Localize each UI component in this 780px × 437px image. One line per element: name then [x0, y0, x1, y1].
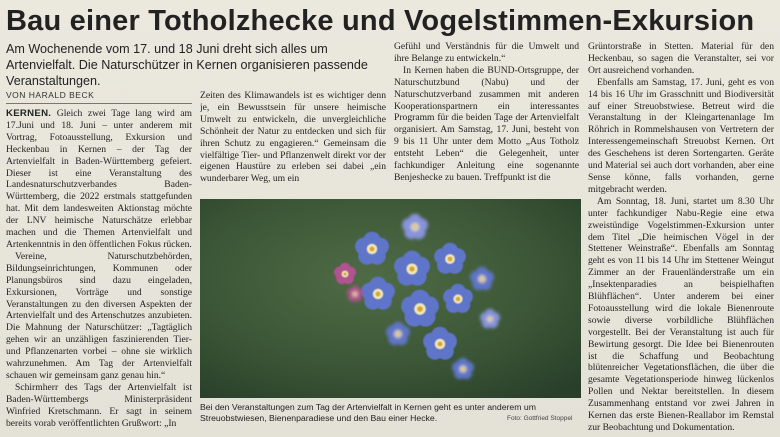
- paragraph: In Kernen haben die BUND-Ortsgruppe, der Naturschutzbund (Nabu) und der Naturschutzverband zusammen mit anderen Kooperationspartnern ein interessantes Programm für die beiden Tage der Artenvielfalt organisiert. Am Samstag, 17. Juni, besteht von 9 bis 11 Uhr unter dem Motto „Aus Totholz entsteht Leben“ die Gelegenheit, unter fachkundiger Anleitung eine sogenannte Benjeshecke zu bauen. Treffpunkt ist die: [394, 64, 579, 183]
- flower-center: [376, 292, 381, 297]
- text-column-4: [588, 41, 774, 434]
- flower-center: [413, 225, 417, 229]
- flower-center: [343, 272, 346, 275]
- flower-center: [448, 257, 453, 262]
- article-byline: VON HARALD BECK: [6, 90, 95, 100]
- flower-center: [461, 367, 464, 370]
- paragraph: Ebenfalls am Samstag, 17. Juni, geht es von 14 bis 16 Uhr im Grasschnitt und Biodiversität auf einer Streuobstwiese. Betreut wird die Veranstaltung in der Kleingartenanlage Im Röhrich in Rommelshausen von Vertretern der Interessengemeinschaft Streuobst Kernen. Ort des Geschehens ist deren Sortengarten. Geräte und Material sei auch dort vorhanden, aber eine Sense könne, falls vorhanden, gerne mitgebracht werden.: [588, 76, 774, 195]
- paragraph: Gefühl und Verständnis für die Umwelt und ihre Belange zu entwickeln.“: [394, 41, 579, 64]
- paragraph-text: Gleich zwei Tage lang wird am 17.Juni und 18. Juni – unter anderem mit Vortrag, Fotoausstellung, Exkursion und Heckenbau in Kernen – der Tag der Artenvielfalt in Baden-Württemberg gefeiert. Dieser ist eine Veranstaltung des Landesnaturschutzverbandes Baden-Württemberg, die 2022 erstmals stattgefunden hat. Mit dem landesweiten Aktionstag möchte der LNV heimische Naturschätze erlebbar machen und die Themen Artenvielfalt und Artenkenntnis in den öffentlichen Fokus rücken.: [6, 108, 192, 250]
- paragraph: Vereine, Naturschutzbehörden, Bildungseinrichtungen, Kommunen oder Planungsbüros sind dazu eingeladen, Exkursionen, Vorträge und sonstige Veranstaltungen zu den diversen Aspekten der Artenvielfalt und des Artenschutzes anzubieten. Die Mahnung der Naturschützer: „Tagtäglich gehen wir an unzähligen faszinierenden Tier- und Pflanzenarten vorbei – ohne sie wirklich wahrzunehmen. Am Tag der Artenvielfalt schauen wir gemeinsam ganz genau hin.“: [6, 250, 192, 381]
- paragraph: [6, 108, 192, 251]
- photo-credit: Foto: Gottfried Stoppel: [507, 415, 573, 422]
- flower-center: [438, 342, 443, 347]
- paragraph: Am Sonntag, 18. Juni, startet um 8.30 Uhr unter fachkundiger Nabu-Regie eine etwa zweistündige Vogelstimmen-Exkursion unter dem Titel „Die heimischen Vögel in der Stettener Weinstraße“. Ebenfalls am Sonntag geht es von 11 bis 14 Uhr im Stettener Weingut Zimmer an der Frauenländerstraße um ein „Insektenparadies an beispielhaften Blühflächen“. Unter anderem bei einer Fotoausstellung wird die lokale Bienenroute sowie diverse vorbildliche Blühflächen vorgestellt. Bei der Veranstaltung ist auch für Bewirtung gesorgt. Die Idee bei Bienenrouten ist die Schaffung und Beobachtung blütenreicher Vegetationsflächen, die über die gesamte Vegetationsperiode hinweg lückenlos Pollen und Nektar bereitstellen. In diesem Zusammenhang entstand vor zwei Jahren in Kernen das erste Bienen-Reallabor im Remstal zur Beobachtung und Dokumentation.: [588, 195, 774, 433]
- byline-divider: [6, 103, 192, 104]
- text-column-1: [6, 108, 192, 434]
- flower-center: [409, 266, 414, 271]
- flower-illustration: [200, 199, 581, 398]
- dateline: KERNEN.: [6, 108, 52, 119]
- text-column-2: [200, 90, 386, 194]
- flower-center: [489, 318, 492, 321]
- text-column-3: [394, 41, 579, 194]
- flower-center: [354, 293, 356, 295]
- paragraph: Zeiten des Klimawandels ist es wichtiger denn je, ein Bewusstsein für unsere heimische Umwelt zu entwickeln, die unvergleichliche Schönheit der Natur zu entdecken und sich für ihren Schutz zu engagieren.“ Gemeinsam die vielfältige Tier- und Pflanzenwelt direkt vor der eigenen Haustüre zu erleben sei dabei „ein wunderbarer Weg, um ein: [200, 90, 386, 185]
- forget-me-not-photo: [200, 199, 581, 398]
- flower-center: [480, 277, 484, 281]
- flower-center: [417, 306, 423, 312]
- flower-center: [396, 332, 400, 336]
- flower-center: [370, 247, 375, 252]
- article-headline: Bau einer Totholzhecke und Vogelstimmen-Exkursion: [6, 5, 755, 37]
- paragraph: Schirmherr des Tags der Artenvielfalt ist Baden-Württembergs Ministerpräsident Winfried Kretschmann. Er sagt in seinem bereits vorab veröffentlichten Grußwort: „In: [6, 381, 192, 429]
- paragraph: Grüntorstraße in Stetten. Material für den Heckenbau, so sagen die Veranstalter, sei vor Ort ausreichend vorhanden.: [588, 41, 774, 76]
- flower-center: [456, 297, 461, 302]
- article-subhead: Am Wochenende vom 17. und 18 Juni dreht sich alles um Artenvielfalt. Die Naturschützer in Kernen organisieren passende Veranstaltungen.: [6, 42, 368, 88]
- photo-caption: Bei den Veranstaltungen zum Tag der Artenvielfalt in Kernen geht es unter anderem um Streuobstwiesen, Bienenparadiese und den Bau einer Hecke.: [200, 402, 536, 423]
